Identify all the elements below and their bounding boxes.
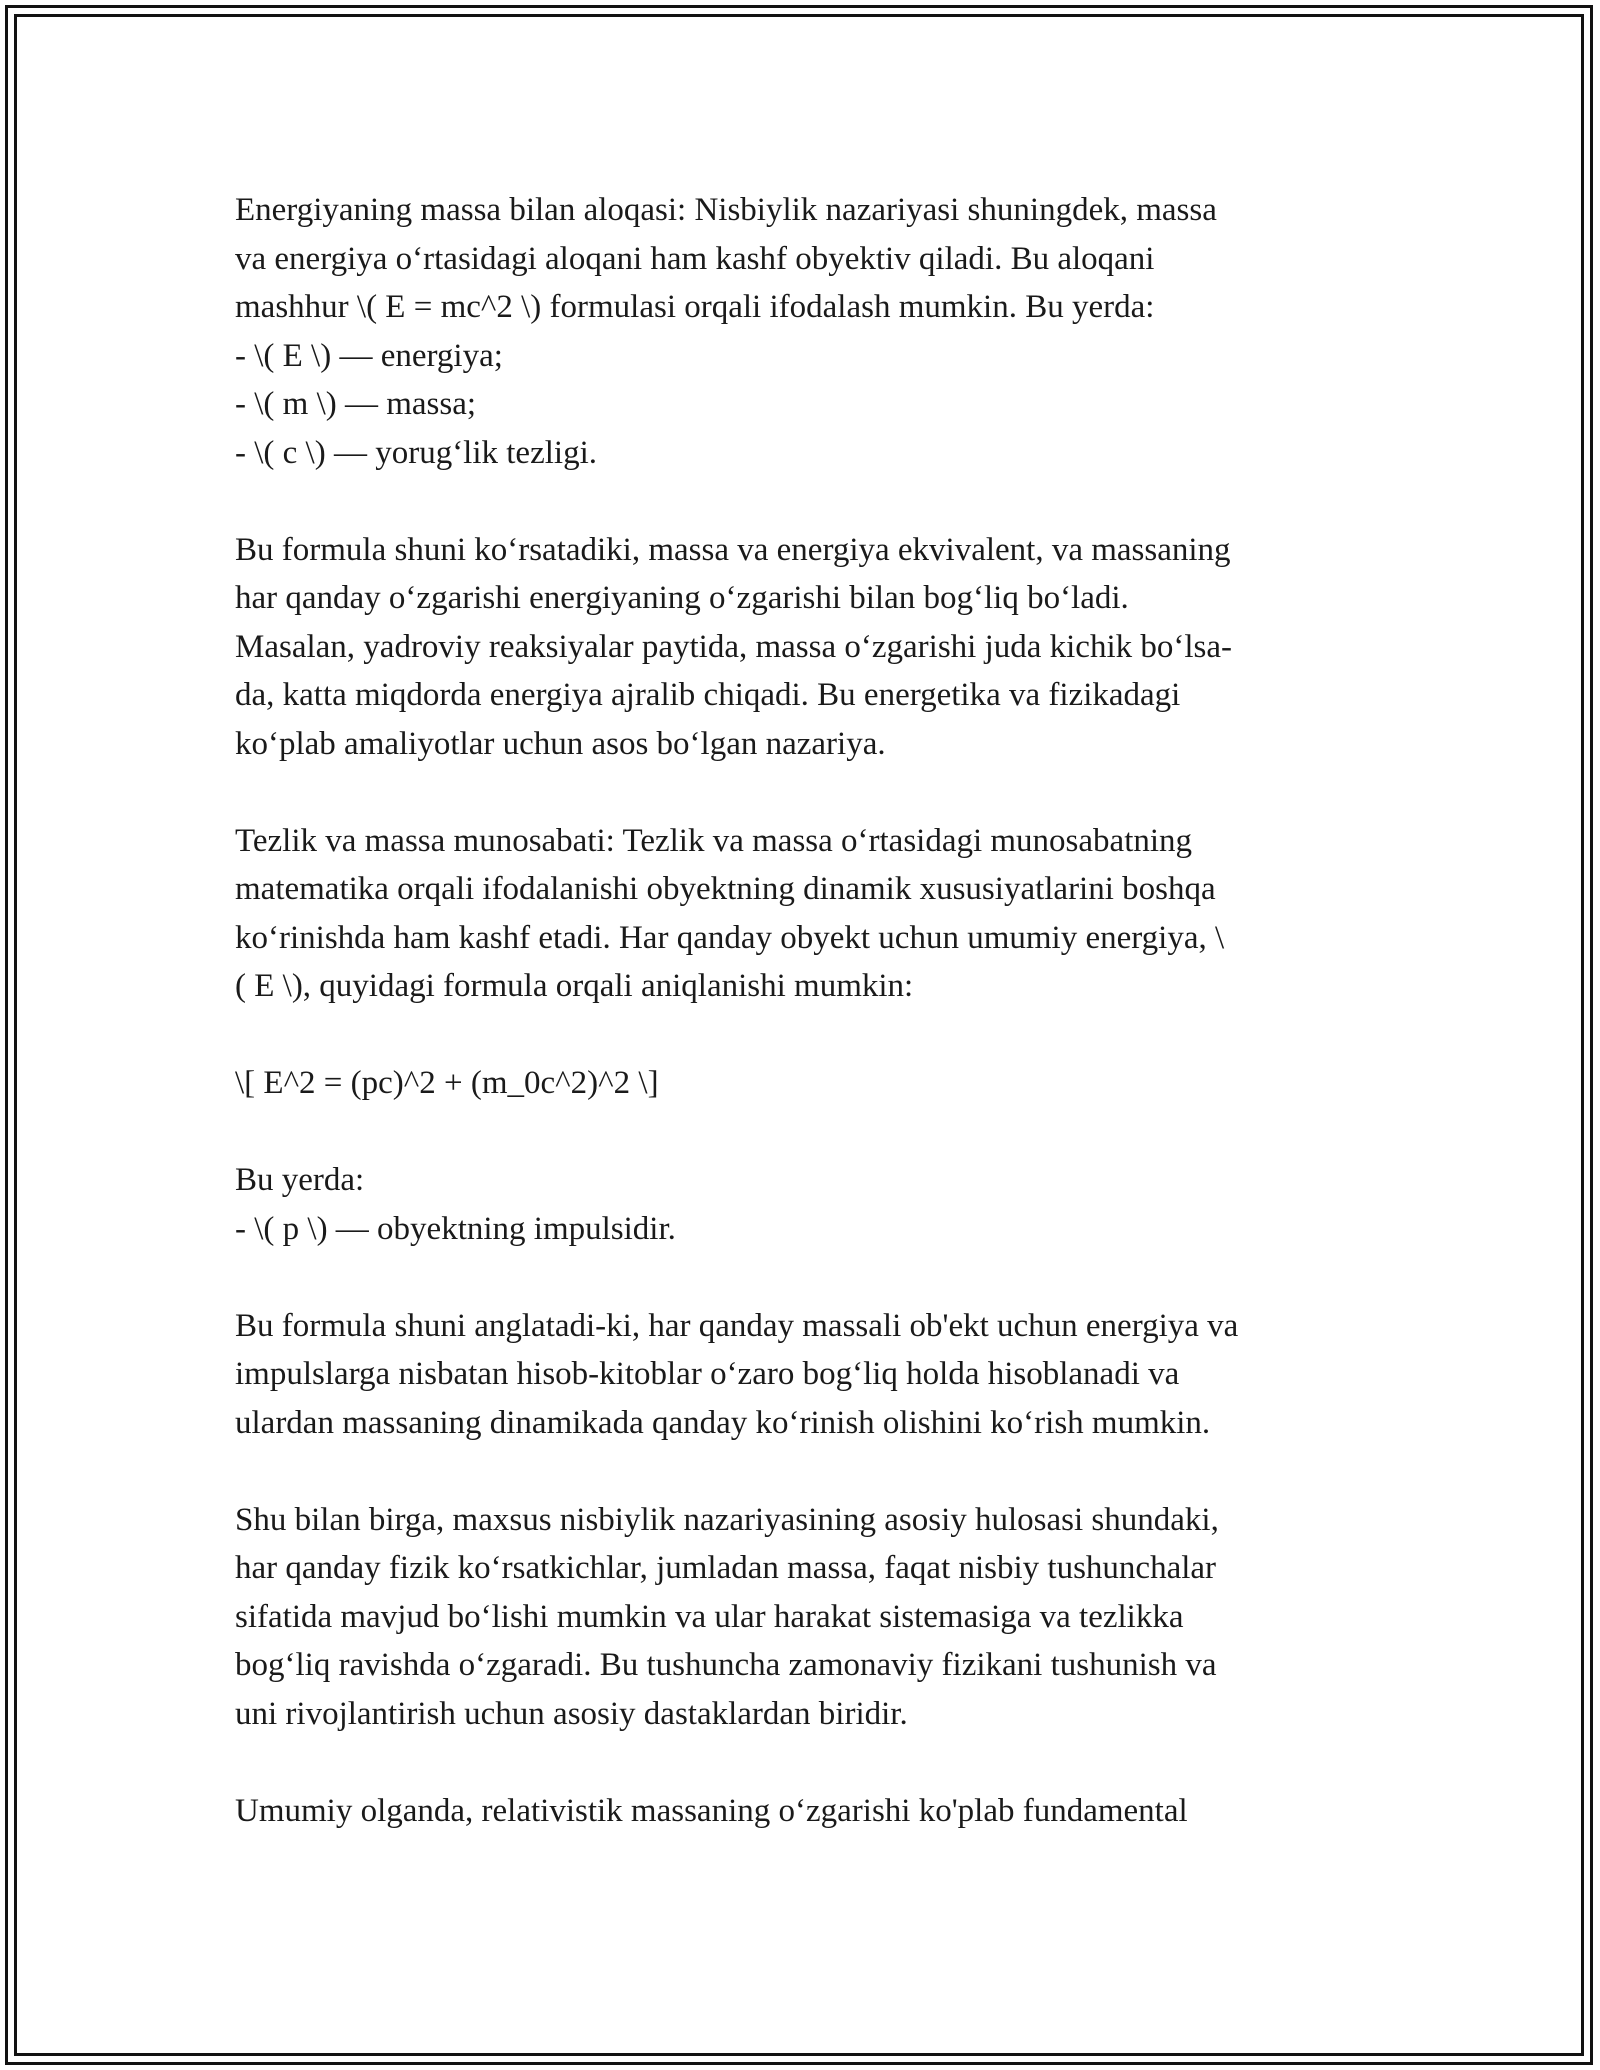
text-line: Bu yerda: — [235, 1162, 365, 1198]
text-line: matematika orqali ifodalanishi obyektning dinamik xususiyatlarini boshqa — [235, 871, 1216, 907]
paragraph-where — [235, 1156, 1365, 1253]
paragraph-formula-implication — [235, 1302, 1365, 1448]
text-line: va energiya o‘rtasidagi aloqani ham kashf obyektiv qiladi. Bu aloqani — [235, 240, 1155, 277]
display-equation: \[ E^2 = (pc)^2 + (m_0c^2)^2 \] — [235, 1065, 659, 1101]
text-line: impulslarga nisbatan hisob-kitoblar o‘zaro bog‘liq holda hisoblanadi va — [235, 1356, 1180, 1392]
text-line: har qanday o‘zgarishi energiyaning o‘zgarishi bilan bog‘liq bo‘ladi. — [235, 580, 1129, 616]
document-body — [235, 186, 1365, 1884]
text-line: Masalan, yadroviy reaksiyalar paytida, massa o‘zgarishi juda kichik bo‘lsa- — [235, 628, 1233, 665]
paragraph-formula-meaning — [235, 526, 1365, 769]
paragraph-special-relativity — [235, 1496, 1365, 1739]
text-line: ko‘rinishda ham kashf etadi. Har qanday obyekt uchun umumiy energiya, \ — [235, 919, 1225, 956]
equation-block — [235, 1059, 1365, 1108]
text-line: Bu formula shuni anglatadi-ki, har qanday massali ob'ekt uchun energiya va — [235, 1307, 1239, 1344]
text-line: har qanday fizik ko‘rsatkichlar, jumladan massa, faqat nisbiy tushunchalar — [235, 1550, 1217, 1586]
text-line: Bu formula shuni ko‘rsatadiki, massa va energiya ekvivalent, va massaning — [235, 531, 1231, 568]
text-line: ko‘plab amaliyotlar uchun asos bo‘lgan nazariya. — [235, 725, 886, 762]
text-line: ( E \), quyidagi formula orqali aniqlanishi mumkin: — [235, 968, 914, 1004]
paragraph-conclusion — [235, 1787, 1365, 1836]
text-line: Shu bilan birga, maxsus nisbiylik nazariyasining asosiy hulosasi shundaki, — [235, 1501, 1219, 1538]
list-item: - \( E \) — energiya; — [235, 337, 503, 374]
paragraph-mass-energy — [235, 186, 1365, 477]
text-line: bog‘liq ravishda o‘zgaradi. Bu tushuncha zamonaviy fizikani tushunish va — [235, 1647, 1217, 1683]
text-line: ulardan massaning dinamikada qanday ko‘rinish olishini ko‘rish mumkin. — [235, 1404, 1211, 1441]
text-line: uni rivojlantirish uchun asosiy dastaklardan biridir. — [235, 1695, 908, 1732]
text-line: Energiyaning massa bilan aloqasi: Nisbiylik nazariyasi shuningdek, massa — [235, 192, 1217, 228]
list-item: - \( p \) — obyektning impulsidir. — [235, 1210, 676, 1247]
text-line: sifatida mavjud bo‘lishi mumkin va ular harakat sistemasiga va tezlikka — [235, 1598, 1184, 1635]
paragraph-velocity-mass — [235, 817, 1365, 1011]
list-item: - \( m \) — massa; — [235, 386, 477, 422]
text-line: Umumiy olganda, relativistik massaning o‘zgarishi ko'plab fundamental — [235, 1792, 1188, 1829]
text-line: mashhur \( E = mc^2 \) formulasi orqali ifodalash mumkin. Bu yerda: — [235, 289, 1155, 325]
list-item: - \( c \) — yorug‘lik tezligi. — [235, 434, 597, 471]
text-line: Tezlik va massa munosabati: Tezlik va massa o‘rtasidagi munosabatning — [235, 822, 1193, 859]
text-line: da, katta miqdorda energiya ajralib chiqadi. Bu energetika va fizikadagi — [235, 677, 1181, 713]
